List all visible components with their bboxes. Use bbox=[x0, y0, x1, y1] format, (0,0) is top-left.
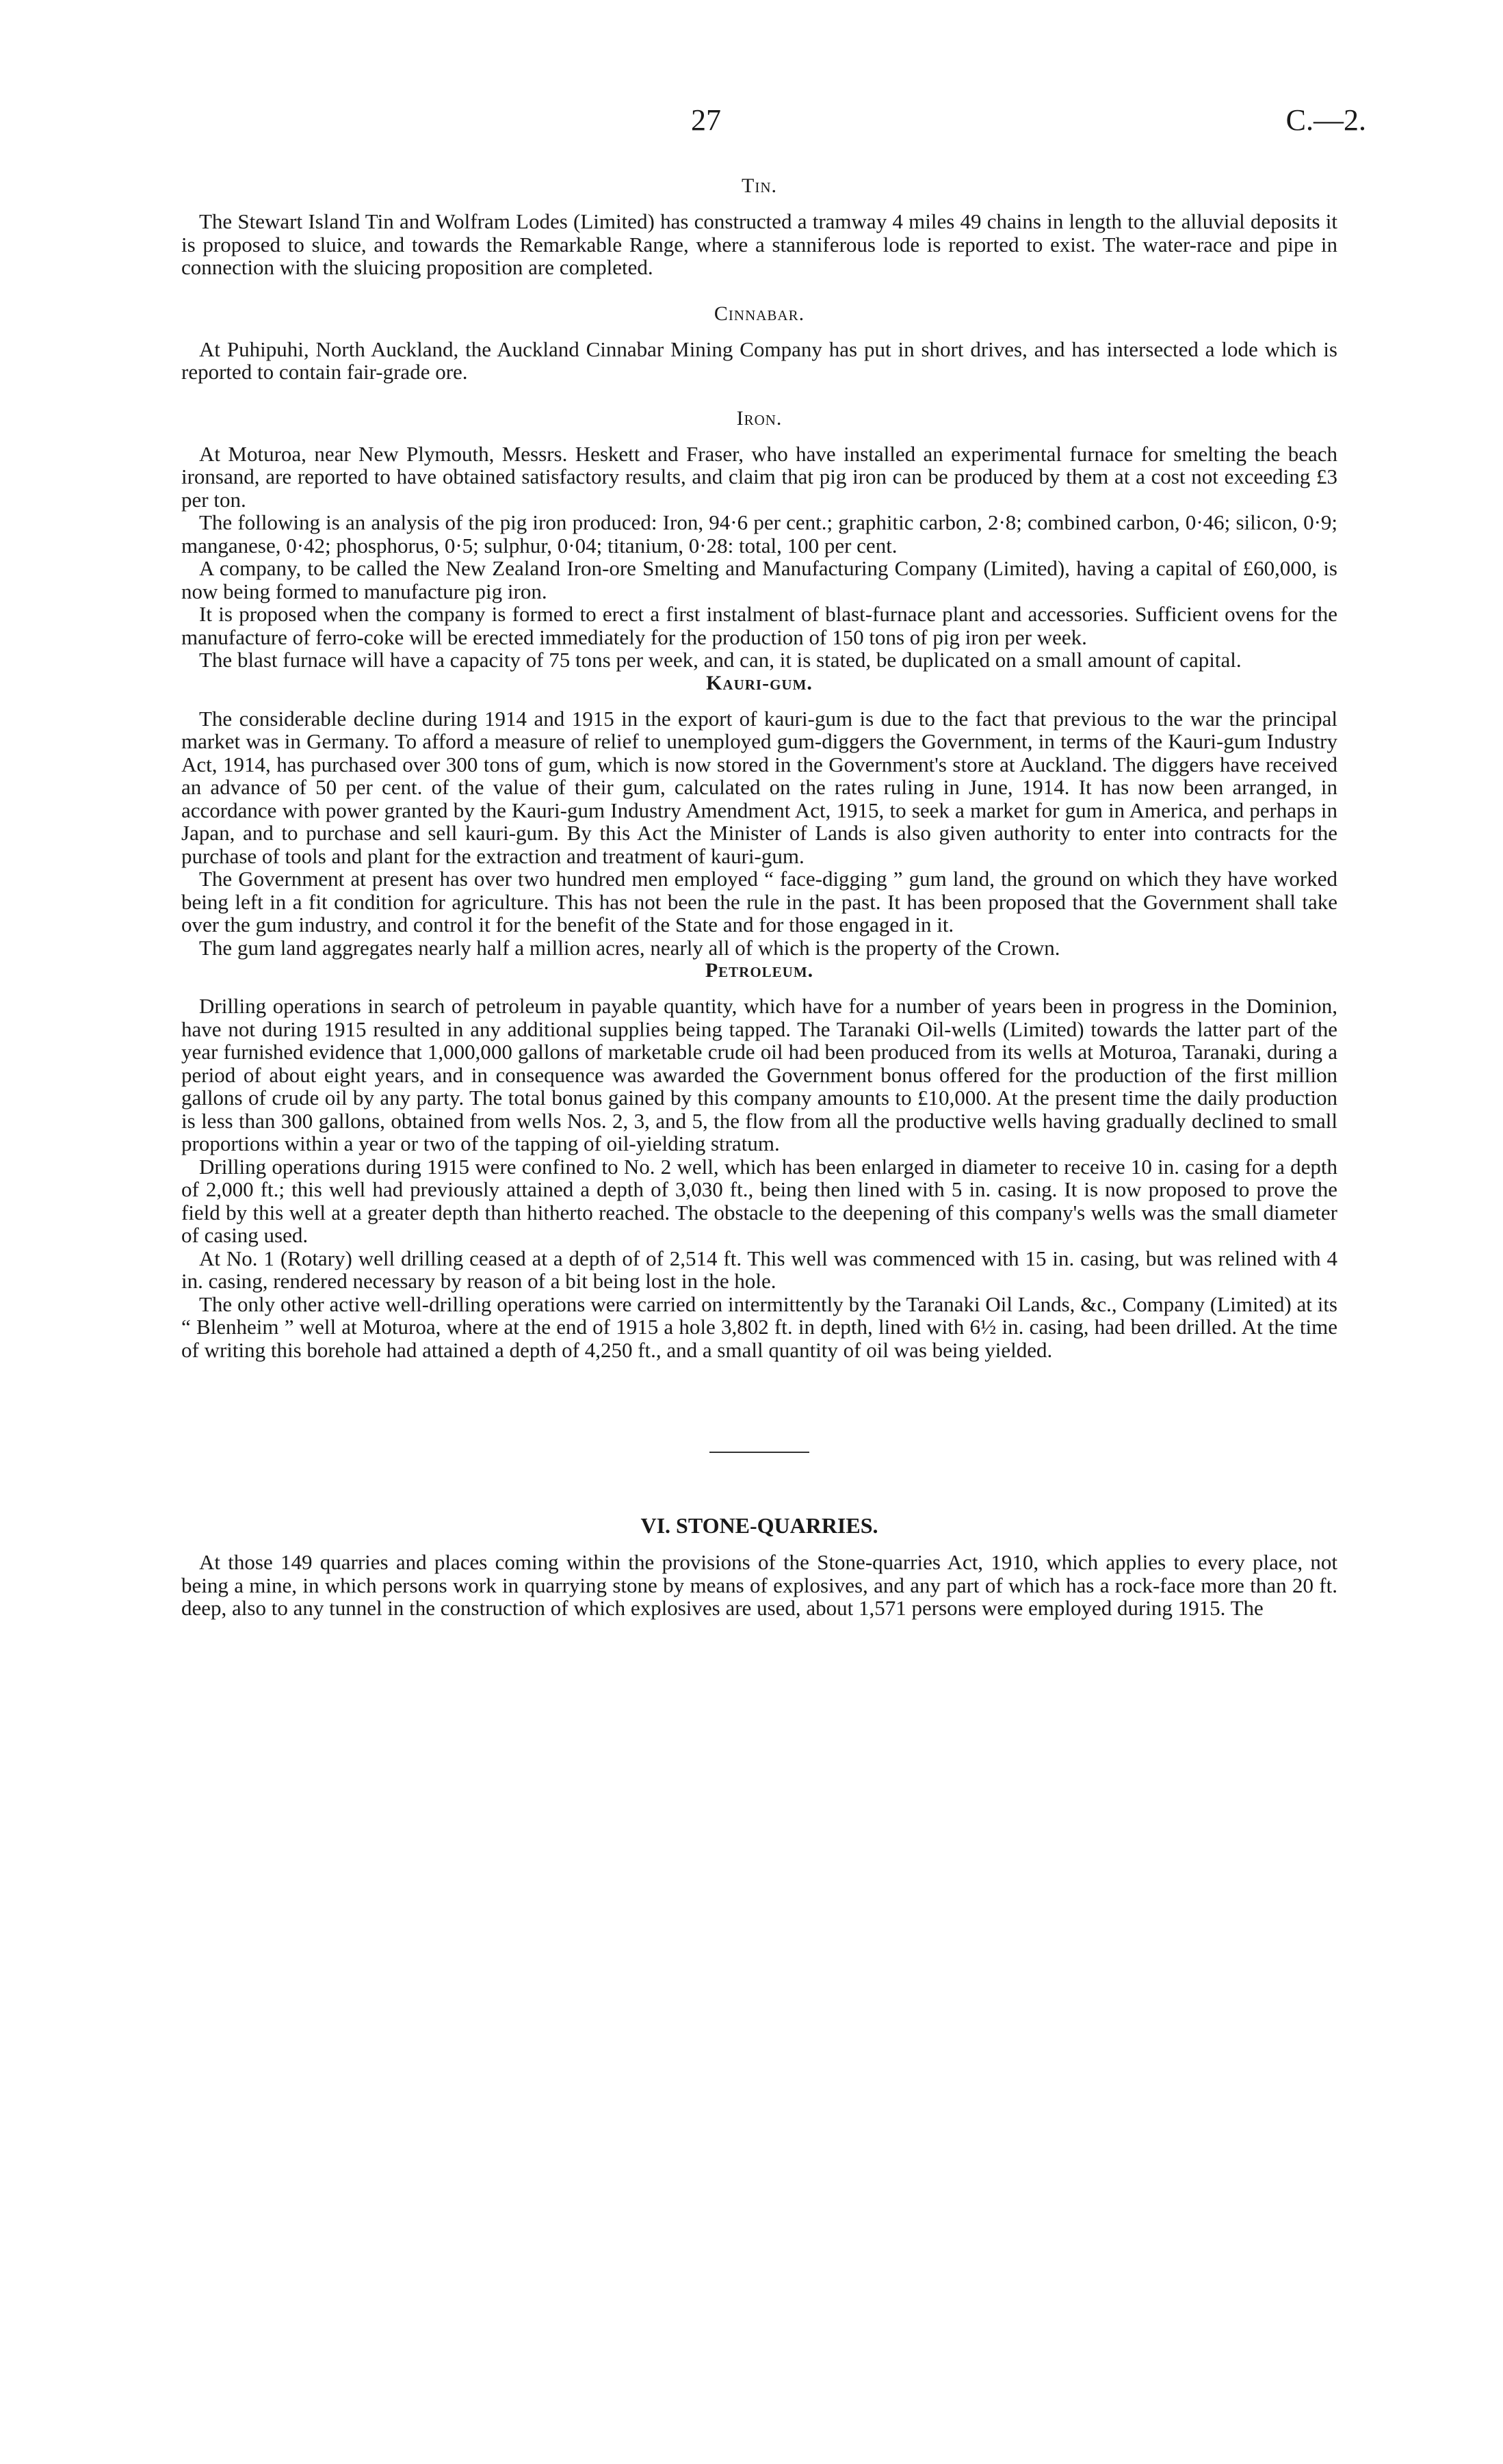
paragraph: The Government at present has over two hundred men employed “ face-digging ” gum land, the ground on which they have worked being left in a fit condition for agriculture. This has not been the rule in the past. It has been proposed that the Government shall take over the gum industry, and control it for the benefit of the State and for those engaged in it. bbox=[181, 867, 1337, 936]
paragraph: At Puhipuhi, North Auckland, the Auckland Cinnabar Mining Company has put in short drives, and has intersected a lode which is reported to contain fair-grade ore. bbox=[181, 337, 1337, 384]
paragraph: Drilling operations in search of petroleum in payable quantity, which have for a number of years been in progress in the Dominion, have not during 1915 resulted in any additional supplies being tapped. The Taranaki Oil-wells (Limited) towards the latter part of the year furnished evidence that 1,000,000 gallons of marketable crude oil had been produced from its wells at Moturoa, Taranaki, during a period of about eight years, and in consequence was awarded the Government bonus offered for the production of the first million gallons of crude oil by any party. The total bonus gained by this company amounts to £10,000. At the present time the daily production is less than 300 gallons, obtained from wells Nos. 2, 3, and 5, the flow from all the productive wells having gradually declined to small proportions within a year or two of the tapping of oil-yielding stratum. bbox=[181, 994, 1337, 1155]
chapter-heading-stone-quarries: VI. STONE-QUARRIES. bbox=[640, 1513, 878, 1538]
document-reference: C.—2. bbox=[1285, 103, 1366, 137]
paragraph: The blast furnace will have a capacity of 75 tons per week, and can, it is stated, be duplicated on a small amount of capital. bbox=[199, 648, 1242, 672]
section-divider bbox=[709, 1452, 809, 1453]
paragraph: The Stewart Island Tin and Wolfram Lodes (Limited) has constructed a tramway 4 miles 49 chains in length to the alluvial deposits it is proposed to sluice, and towards the Remarkable Range, where a stanniferous lode is reported to exist. The water-race and pipe in connection with the sluicing proposition are completed. bbox=[181, 209, 1337, 279]
paragraph: A company, to be called the New Zealand Iron-ore Smelting and Manufacturing Company (Limited), having a capital of £60,000, is now being formed to manufacture pig iron. bbox=[181, 556, 1337, 603]
section-tin bbox=[181, 174, 1337, 279]
section-heading-cinnabar: Cinnabar. bbox=[714, 302, 805, 325]
section-stone-quarries bbox=[181, 1513, 1337, 1620]
paragraph: Drilling operations during 1915 were confined to No. 2 well, which has been enlarged in diameter to receive 10 in. casing for a depth of 2,000 ft.; this well had previously attained a depth of 3,030 ft., being then lined with 5 in. casing. It is now proposed to prove the field by this well at a greater depth than hitherto reached. The obstacle to the deepening of this company's wells was the small diameter of casing used. bbox=[181, 1154, 1337, 1247]
document-body bbox=[181, 174, 1337, 1620]
paragraph: At those 149 quarries and places coming within the provisions of the Stone-quarries Act, 1910, which applies to every place, not being a mine, in which persons work in quarrying stone by means of explosives, and any part of which has a rock-face more than 20 ft. deep, also to any tunnel in the construction of which explosives are used, about 1,571 persons were employed during 1915. The bbox=[181, 1550, 1337, 1620]
page-header bbox=[0, 103, 1503, 144]
paragraph: It is proposed when the company is formed to erect a first instalment of blast-furnace plant and accessories. Sufficient ovens for the manufacture of ferro-coke will be erected immediately for the production of 150 tons of pig iron per week. bbox=[181, 602, 1337, 649]
paragraph: The following is an analysis of the pig iron produced: Iron, 94·6 per cent.; graphitic carbon, 2·8; combined carbon, 0·46; silicon, 0·9; manganese, 0·42; phosphorus, 0·5; sulphur, 0·04; titanium, 0·28: total, 100 per cent. bbox=[181, 510, 1337, 558]
page-number: 27 bbox=[691, 103, 721, 137]
section-cinnabar bbox=[181, 302, 1337, 384]
paragraph: The gum land aggregates nearly half a million acres, nearly all of which is the property of the Crown. bbox=[199, 935, 1060, 960]
paragraph: At No. 1 (Rotary) well drilling ceased at a depth of of 2,514 ft. This well was commenced with 15 in. casing, but was relined with 4 in. casing, rendered necessary by reason of a bit being lost in the hole. bbox=[181, 1246, 1337, 1293]
section-heading-iron: Iron. bbox=[736, 406, 783, 430]
section-petroleum bbox=[181, 959, 1337, 1361]
paragraph: The considerable decline during 1914 and 1915 in the export of kauri-gum is due to the fact that previous to the war the principal market was in Germany. To afford a measure of relief to unemployed gum-diggers the Government, in terms of the Kauri-gum Industry Act, 1914, has purchased over 300 tons of gum, which is now stored in the Government's store at Auckland. The diggers have received an advance of 50 per cent. of the value of their gum, calculated on the rates ruling in June, 1914. It has now been arranged, in accordance with power granted by the Kauri-gum Industry Amendment Act, 1915, to seek a market for gum in America, and perhaps in Japan, and to purchase and sell kauri-gum. By this Act the Minister of Lands is also given authority to enter into contracts for the purchase of tools and plant for the extraction and treatment of kauri-gum. bbox=[181, 706, 1337, 868]
section-iron bbox=[181, 407, 1337, 672]
paragraph: At Moturoa, near New Plymouth, Messrs. Heskett and Fraser, who have installed an experimental furnace for smelting the beach ironsand, are reported to have obtained satisfactory results, and claim that pig iron can be produced by them at a cost not exceeding £3 per ton. bbox=[181, 441, 1337, 512]
section-heading-tin: Tin. bbox=[742, 174, 777, 197]
section-heading-petroleum: Petroleum. bbox=[705, 959, 814, 982]
section-heading-kauri-gum: Kauri-gum. bbox=[706, 671, 813, 694]
paragraph: The only other active well-drilling operations were carried on intermittently by the Taranaki Oil Lands, &c., Company (Limited) at its “ Blenheim ” well at Moturoa, where at the end of 1915 a hole 3,802 ft. in depth, lined with 6½ in. casing, had been drilled. At the time of writing this borehole had attained a depth of 4,250 ft., and a small quantity of oil was being yielded. bbox=[181, 1292, 1337, 1362]
section-kauri-gum bbox=[181, 672, 1337, 960]
